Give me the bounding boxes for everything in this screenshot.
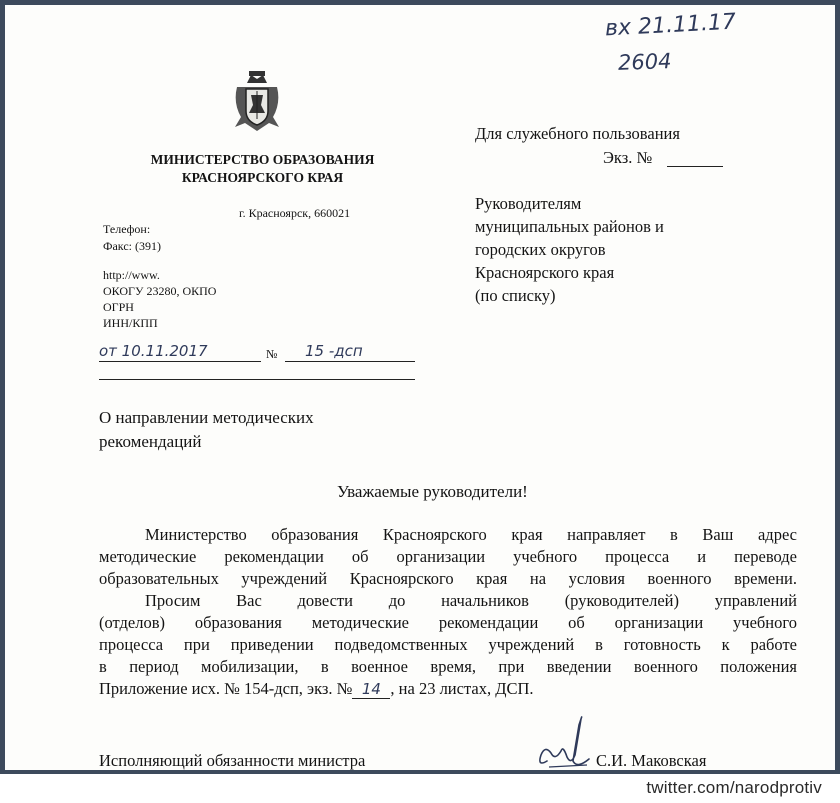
ministry-title-line1: МИНИСТЕРСТВО ОБРАЗОВАНИЯ bbox=[150, 152, 375, 167]
subject bbox=[99, 406, 314, 454]
greeting: Уважаемые руководители! bbox=[337, 482, 528, 501]
registration-double-underline bbox=[99, 379, 415, 380]
body-p1-line2: методические рекомендации об организации учебного процесса и переводе bbox=[99, 547, 797, 566]
registration-date: от 10.11.2017 bbox=[99, 342, 208, 360]
footer-bar bbox=[0, 774, 840, 803]
body-p2-line4: в период мобилизации, в военное время, при введении военного положения bbox=[99, 657, 797, 676]
contact-ogrn: ОГРН bbox=[103, 300, 134, 314]
handwritten-signature bbox=[533, 711, 593, 770]
signatory-name: С.И. Маковская bbox=[596, 751, 707, 770]
ministry-title-line2: КРАСНОЯРСКОГО КРАЯ bbox=[181, 170, 344, 185]
body-p2-line3: процесса при приведении подведомственных учреждений в готовность к работе bbox=[99, 635, 797, 654]
restricted-marking: Для служебного пользования bbox=[475, 124, 680, 143]
signatory-position: Исполняющий обязанности министра bbox=[99, 751, 366, 770]
contact-fax: Факс: (391) bbox=[103, 239, 161, 253]
appendix-prefix: Приложение исх. № 154-дсп, экз. № bbox=[99, 679, 353, 698]
body-p1-line3: образовательных учреждений Красноярского края на условия военного времени. bbox=[99, 569, 797, 588]
appendix-suffix: , на 23 листах, ДСП. bbox=[390, 679, 534, 698]
addressee-line2: муниципальных районов и bbox=[475, 217, 664, 236]
registration-number-underline bbox=[285, 361, 415, 362]
addressee-line5: (по списку) bbox=[475, 286, 556, 305]
handwritten-incoming-date: вх 21.11.17 bbox=[604, 9, 737, 42]
handwritten-incoming-number: 2604 bbox=[617, 49, 672, 75]
city-address: г. Красноярск, 660021 bbox=[239, 206, 351, 220]
contact-inn: ИНН/КПП bbox=[103, 316, 158, 330]
registration-date-underline bbox=[99, 361, 261, 362]
ministry-title bbox=[125, 151, 400, 187]
addressee-line4: Красноярского края bbox=[475, 263, 615, 282]
body-p2-line2: (отделов) образования методические рекомендации об организации учебного bbox=[99, 613, 797, 632]
document-page bbox=[5, 5, 835, 770]
copy-number-line bbox=[667, 166, 723, 167]
body-p1-line1: Министерство образования Красноярского края направляет в Ваш адрес bbox=[145, 525, 797, 544]
registration-number-label: № bbox=[266, 347, 278, 361]
contact-okogu: ОКОГУ 23280, ОКПО bbox=[103, 284, 217, 298]
footer-credit: twitter.com/narodprotiv bbox=[646, 778, 822, 797]
addressee-block bbox=[475, 192, 664, 307]
copy-number-label: Экз. № bbox=[603, 148, 653, 167]
body-p2-line1: Просим Вас довести до начальников (руководителей) управлений bbox=[145, 591, 797, 610]
body-appendix-line bbox=[99, 678, 797, 700]
appendix-copy-number: 14 bbox=[352, 680, 390, 699]
subject-line1: О направлении методических bbox=[99, 408, 314, 427]
subject-line2: рекомендаций bbox=[99, 432, 202, 451]
contact-phone: Телефон: bbox=[103, 222, 151, 236]
registration-number: 15 -дсп bbox=[305, 342, 363, 360]
addressee-line3: городских округов bbox=[475, 240, 606, 259]
contact-web: http://www. bbox=[103, 268, 160, 282]
addressee-line1: Руководителям bbox=[475, 194, 582, 213]
letter-body bbox=[99, 524, 797, 700]
coat-of-arms-emblem bbox=[231, 69, 283, 133]
